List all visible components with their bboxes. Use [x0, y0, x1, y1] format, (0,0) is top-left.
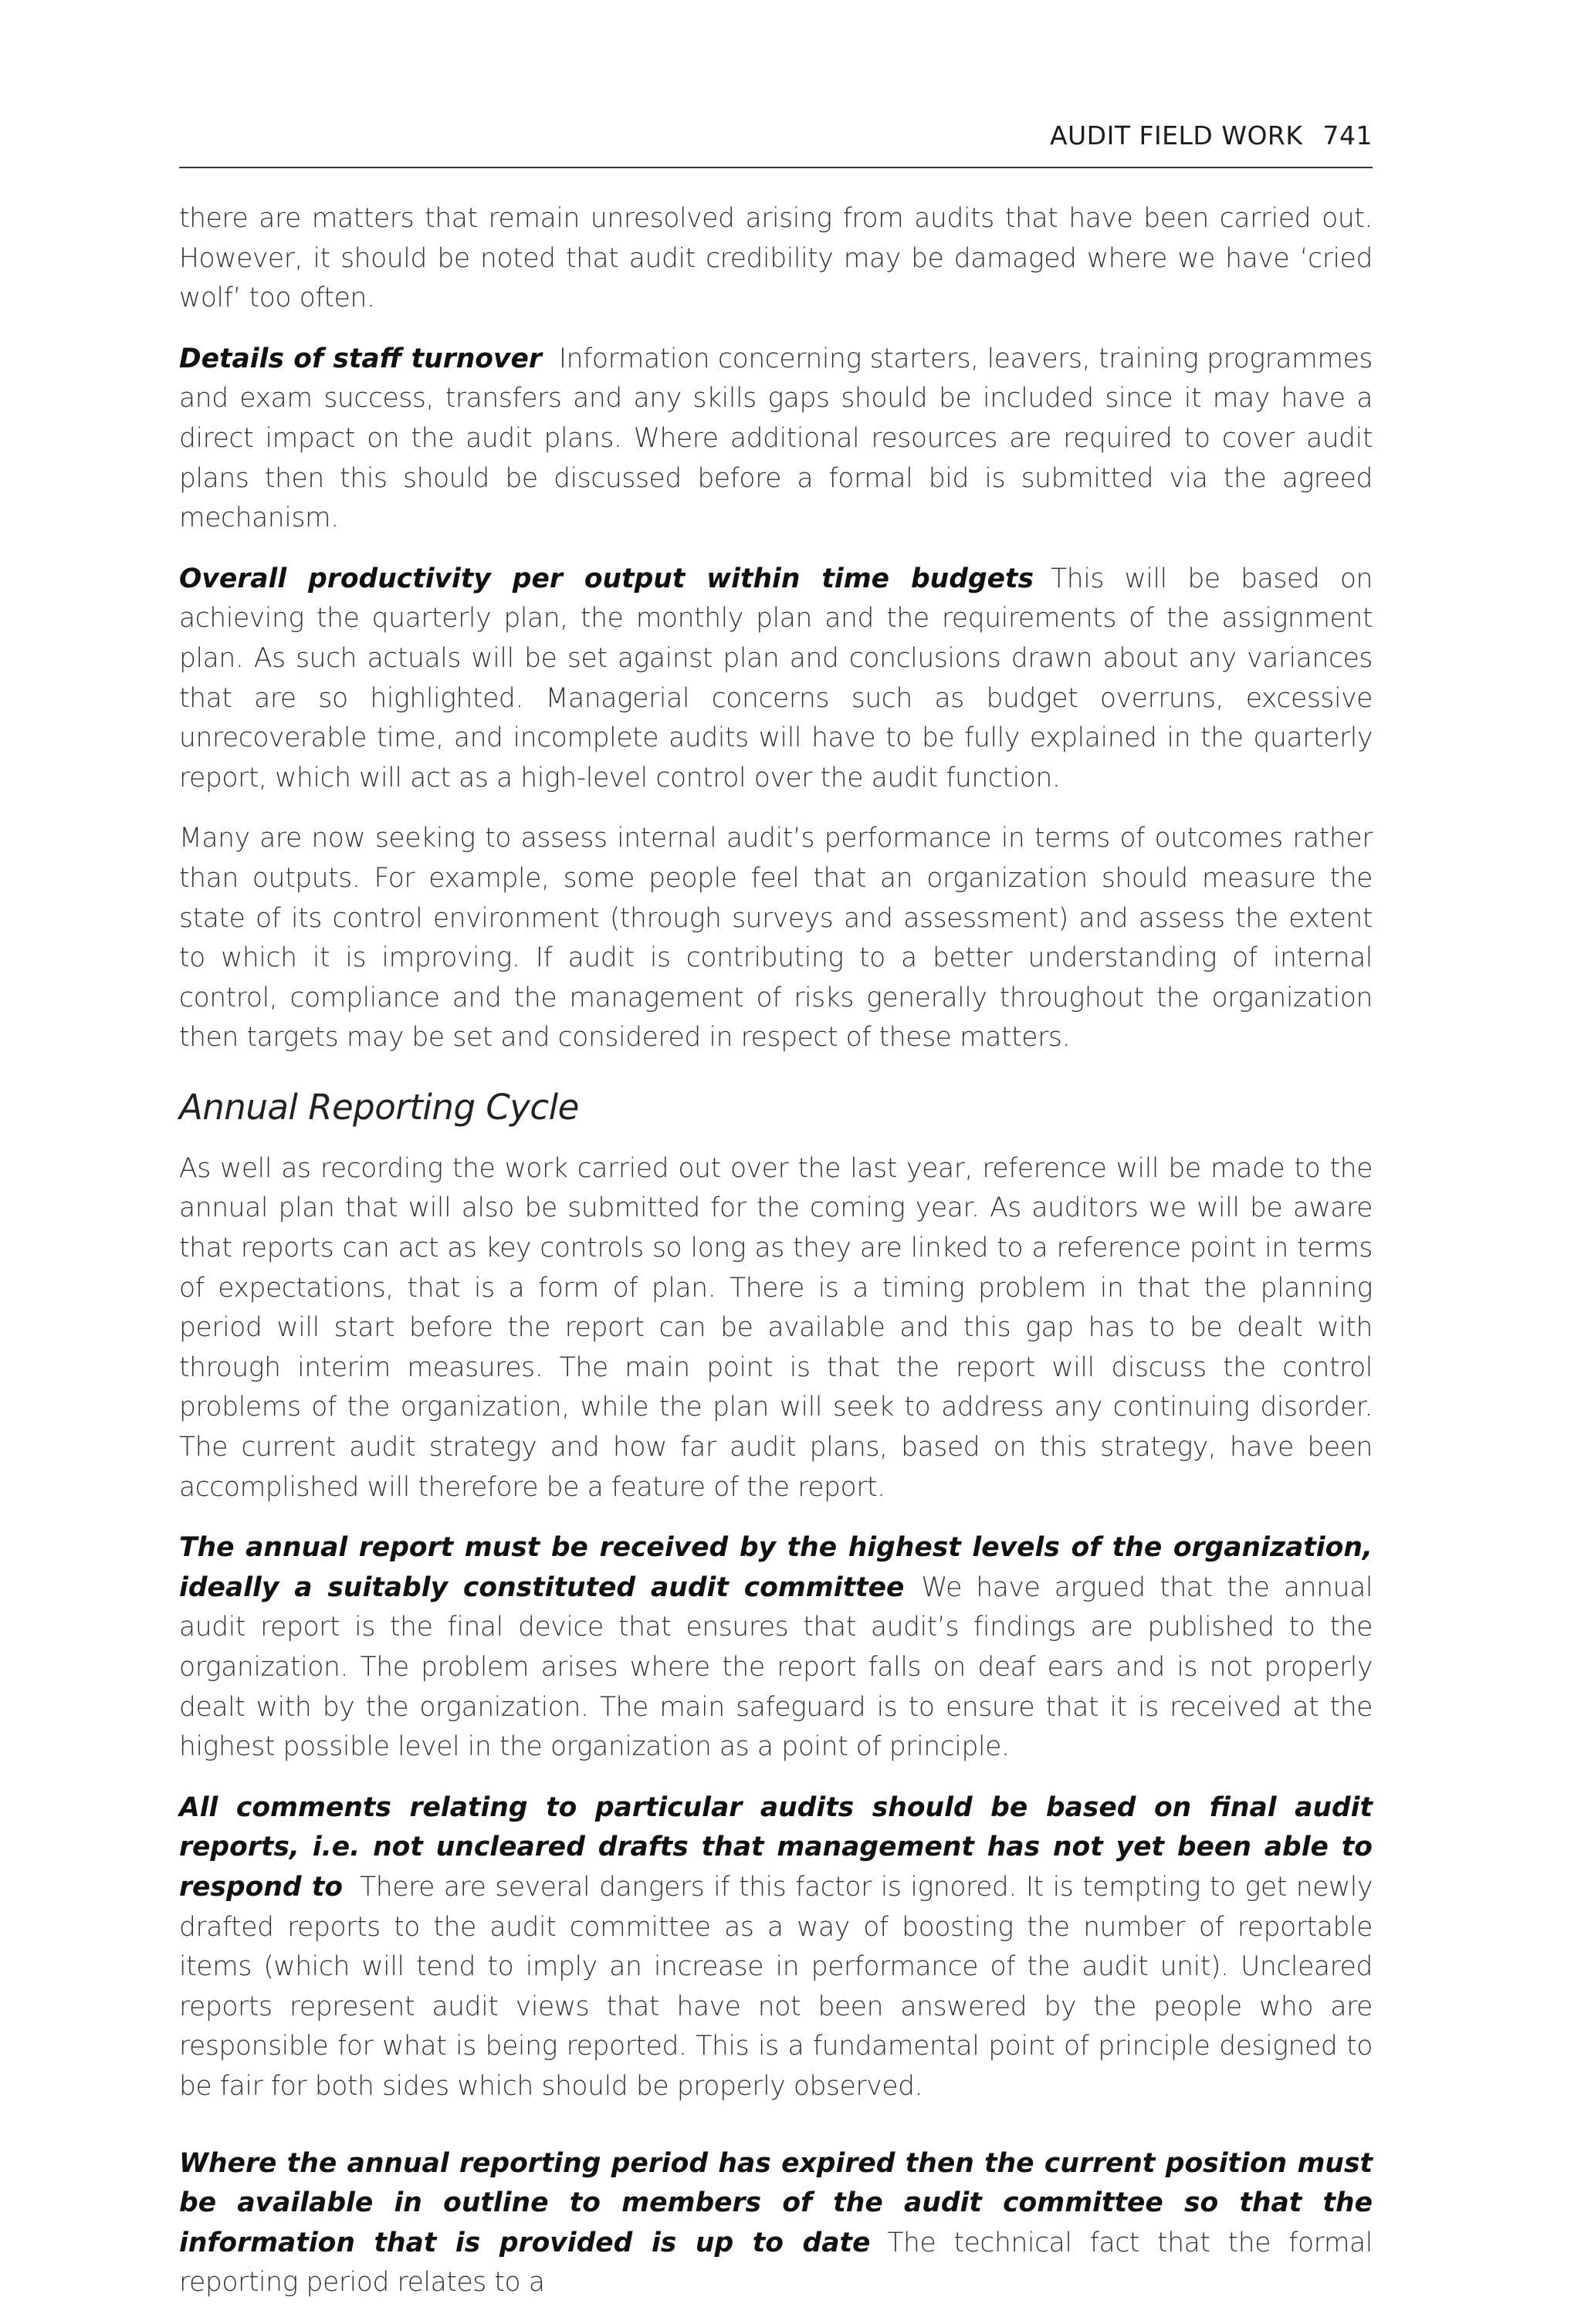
- run-in-heading: Where the annual reporting period has expired then the current position must be available in outline to members of the audit committee so that the information that is provided is up to date: [179, 2147, 1373, 2258]
- header-rule: [179, 167, 1373, 168]
- paragraph-final-reports: [179, 1788, 1373, 2107]
- running-title: AUDIT FIELD WORK: [1049, 120, 1303, 151]
- paragraph-annual-report-intro: [179, 1149, 1373, 1507]
- paragraph-text: there are matters that remain unresolved arising from audits that have been carried out. However, it should be noted that audit credibility may be damaged where we have ‘cried wolf’ too often.: [179, 203, 1373, 314]
- paragraph-text: Many are now seeking to assess internal audit’s performance in terms of outcomes rather than outputs. For example, some people feel that an organization should measure the state of its control environment (through surveys and assessment) and assess the extent to which it is improving. If audit is contributing to a better understanding of internal control, compliance and the management of risks generally throughout the organization then targets may be set and considered in respect of these matters.: [179, 823, 1373, 1054]
- paragraph-up-to-date: [179, 2144, 1373, 2303]
- paragraph-text: There are several dangers if this factor is ignored. It is tempting to get newly drafted reports to the audit committee as a way of boosting the number of reportable items (which will tend to imply an increase in performance of the audit unit). Uncleared reports represent audit views that have not been answered by the people who are responsible for what is being reported. This is a fundamental point of principle designed to be fair for both sides which should be properly observed.: [179, 1871, 1373, 2102]
- paragraph-staff-turnover: [179, 340, 1373, 539]
- section-heading: Annual Reporting Cycle: [179, 1086, 579, 1128]
- paragraph-outcomes: [179, 819, 1373, 1058]
- paragraph-text: The technical fact that the formal reporting period relates to a: [179, 2227, 1373, 2299]
- page-number: 741: [1322, 120, 1373, 151]
- paragraph-productivity: [179, 560, 1373, 799]
- paragraph-text: As well as recording the work carried out over the last year, reference will be made to the annual plan that will also be submitted for the coming year. As auditors we will be aware that reports can act as key controls so long as they are linked to a reference point in terms of expectations, that is a form of plan. There is a timing problem in that the planning period will start before the report can be available and this gap has to be dealt with through interim measures. The main point is that the report will discuss the control problems of the organization, while the plan will seek to address any continuing disorder. The current audit strategy and how far audit plans, based on this strategy, have been accomplished will therefore be a feature of the report.: [179, 1152, 1373, 1503]
- run-in-heading: All comments relating to particular audits should be based on final audit reports, i.e. not uncleared drafts that management has not yet been able to respond to: [179, 1791, 1373, 1903]
- paragraph-text: We have argued that the annual audit report is the final device that ensures that audit’s findings are published to the organization. The problem arises where the report falls on deaf ears and is not properly dealt with by the organization. The main safeguard is to ensure that it is received at the highest possible level in the organization as a point of principle.: [179, 1571, 1373, 1763]
- paragraph-continuation: [179, 199, 1373, 319]
- paragraph-text: Information concerning starters, leavers, training programmes and exam success, transfers and any skills gaps should be included since it may have a direct impact on the audit plans. Where additional resources are required to cover audit plans then this should be discussed before a formal bid is submitted via the agreed mechanism.: [179, 343, 1373, 534]
- run-in-heading: The annual report must be received by the highest levels of the organization, ideally a suitably constituted audit committee: [179, 1532, 1373, 1603]
- run-in-heading: Overall productivity per output within time budgets: [179, 563, 1034, 594]
- running-head: [1050, 120, 1373, 151]
- paragraph-text: This will be based on achieving the quarterly plan, the monthly plan and the requirements of the assignment plan. As such actuals will be set against plan and conclusions drawn about any variances that are so highlighted. Managerial concerns such as budget overruns, excessive unrecoverable time, and incomplete audits will have to be fully explained in the quarterly report, which will act as a high-level control over the audit function.: [179, 563, 1373, 793]
- page-body: [179, 199, 1373, 2324]
- run-in-heading: Details of staff turnover: [179, 343, 542, 374]
- paragraph-highest-levels: [179, 1528, 1373, 1768]
